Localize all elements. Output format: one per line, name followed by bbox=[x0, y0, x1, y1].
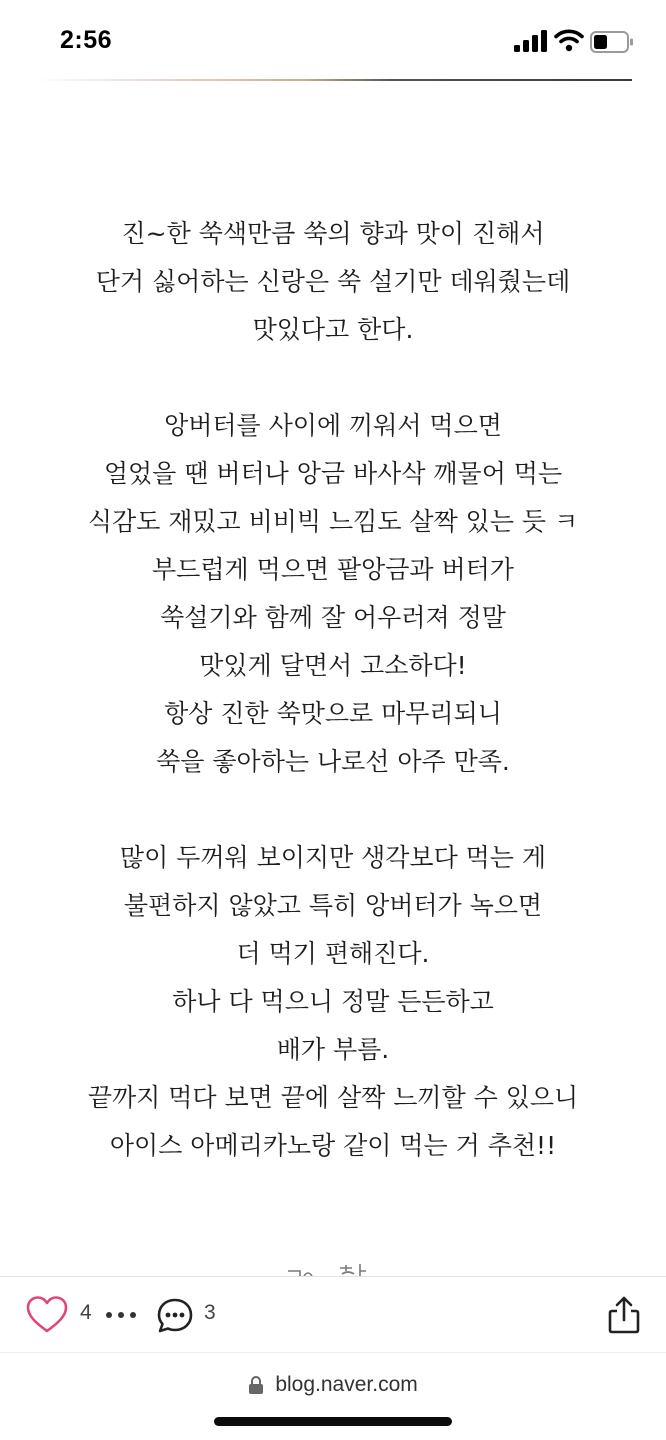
text-line: 불편하지 않았고 특히 앙버터가 녹으면 bbox=[123, 891, 543, 920]
text-line: 부드럽게 먹으면 팥앙금과 버터가 bbox=[152, 555, 514, 584]
battery-icon bbox=[590, 31, 634, 53]
text-line: 쑥을 좋아하는 나로선 아주 만족. bbox=[156, 747, 510, 776]
text-line: 쑥설기와 함께 잘 어우러져 정말 bbox=[160, 603, 506, 632]
text-line: 항상 진한 쑥맛으로 마무리되니 bbox=[164, 699, 502, 728]
top-divider bbox=[34, 79, 632, 81]
text-line: 앙버터를 사이에 끼워서 먹으면 bbox=[164, 411, 502, 440]
lock-icon bbox=[248, 1375, 264, 1395]
like-count: 4 bbox=[80, 1301, 92, 1324]
text-line: 아이스 아메리카노랑 같이 먹는 거 추천!! bbox=[109, 1131, 557, 1160]
comment-icon[interactable] bbox=[156, 1297, 194, 1335]
cellular-signal-icon bbox=[514, 30, 548, 52]
url-text: blog.naver.com bbox=[275, 1373, 418, 1396]
status-bar bbox=[0, 0, 666, 80]
text-line: 맛있다고 한다. bbox=[252, 315, 414, 344]
post-action-bar bbox=[0, 1276, 666, 1353]
article-body bbox=[0, 210, 666, 1218]
browser-url-bar[interactable] bbox=[0, 1352, 666, 1440]
wifi-icon bbox=[554, 28, 584, 52]
home-indicator[interactable] bbox=[214, 1417, 452, 1426]
text-line: 단거 싫어하는 신랑은 쑥 설기만 데워줬는데 bbox=[95, 267, 571, 296]
text-line: 배가 부름. bbox=[276, 1035, 390, 1064]
paragraph bbox=[0, 834, 666, 1170]
text-line: 하나 다 먹으니 정말 든든하고 bbox=[172, 987, 494, 1016]
heart-icon[interactable] bbox=[26, 1295, 68, 1335]
text-line: 더 먹기 편해진다. bbox=[236, 939, 430, 968]
comment-count: 3 bbox=[204, 1301, 216, 1324]
text-line: 식감도 재밌고 비비빅 느낌도 살짝 있는 듯 ㅋ bbox=[87, 507, 579, 536]
text-line: 끝까지 먹다 보면 끝에 살짝 느끼할 수 있으니 bbox=[87, 1083, 579, 1112]
text-line: 진~한 쑥색만큼 쑥의 향과 맛이 진해서 bbox=[121, 219, 545, 248]
paragraph bbox=[0, 210, 666, 354]
share-icon[interactable] bbox=[606, 1295, 642, 1335]
url-display[interactable] bbox=[0, 1373, 666, 1401]
text-line: 많이 두꺼워 보이지만 생각보다 먹는 게 bbox=[119, 843, 547, 872]
paragraph bbox=[0, 402, 666, 786]
text-line: 맛있게 달면서 고소하다! bbox=[199, 651, 467, 680]
status-time: 2:56 bbox=[60, 26, 113, 54]
text-line: 얼었을 땐 버터나 앙금 바사삭 깨물어 먹는 bbox=[103, 459, 563, 488]
more-icon[interactable] bbox=[104, 1303, 140, 1327]
